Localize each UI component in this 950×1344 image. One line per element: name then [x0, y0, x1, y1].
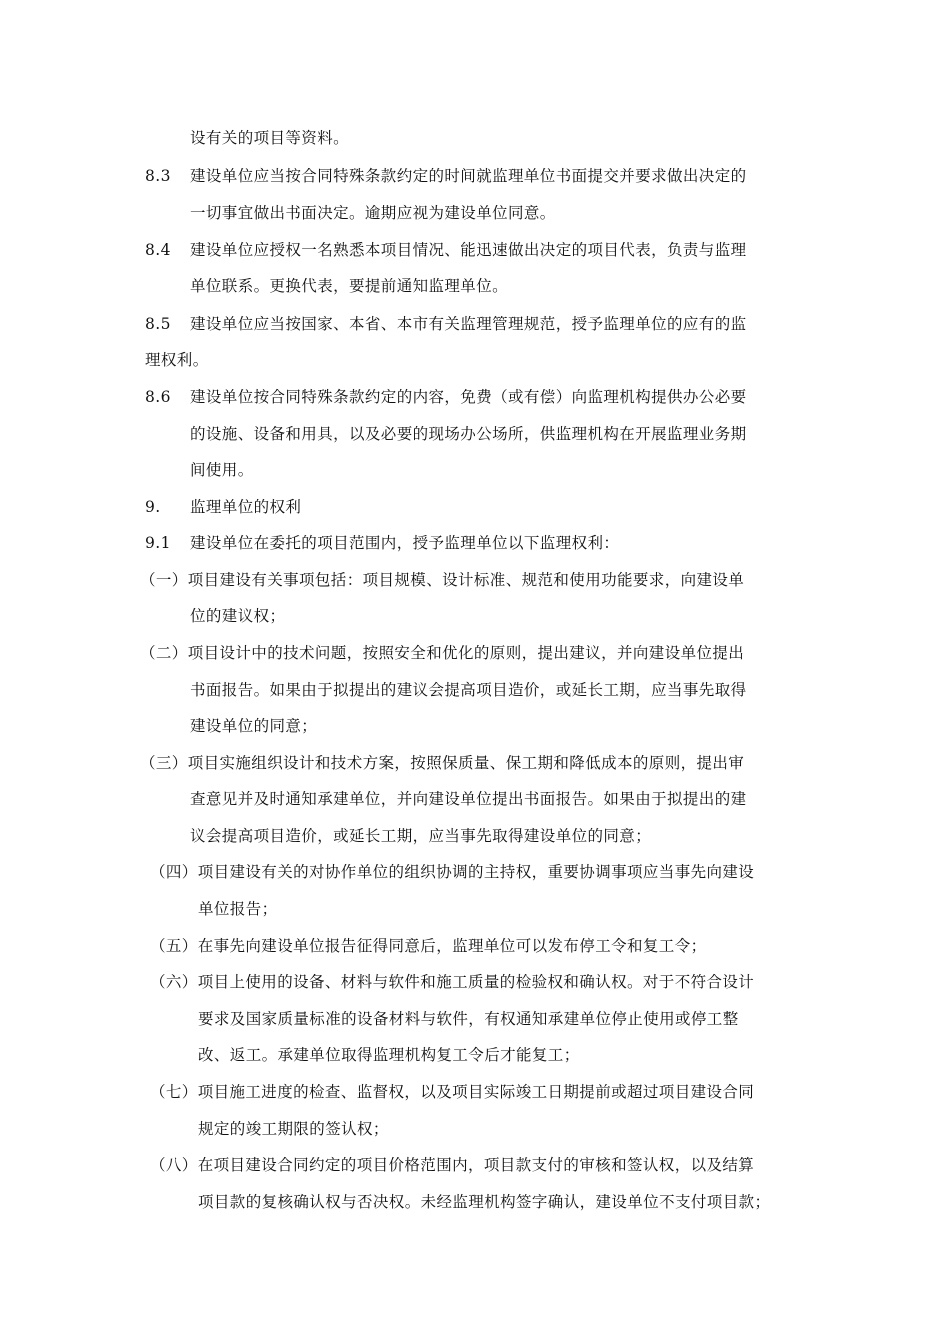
list-item-line: （八）在项目建设合同约定的项目价格范围内，项目款支付的审核和签认权，以及结算	[150, 1156, 755, 1174]
text-line: 改、返工。承建单位取得监理机构复工令后才能复工；	[198, 1046, 580, 1064]
clause-number: 9.1	[145, 534, 171, 552]
clause-number: 8.3	[145, 167, 171, 185]
text-line: 间使用。	[190, 461, 254, 479]
text-line: 建设单位应当按国家、本省、本市有关监理管理规范，授予监理单位的应有的监	[190, 315, 747, 333]
list-item-line: （三）项目实施组织设计和技术方案，按照保质量、保工期和降低成本的原则，提出审	[140, 754, 745, 772]
list-item-line: （一）项目建设有关事项包括：项目规模、设计标准、规范和使用功能要求，向建设单	[140, 571, 745, 589]
list-item-line: （六）项目上使用的设备、材料与软件和施工质量的检验权和确认权。对于不符合设计	[150, 973, 755, 991]
text-line: 查意见并及时通知承建单位，并向建设单位提出书面报告。如果由于拟提出的建	[190, 790, 747, 808]
clause-number: 8.5	[145, 315, 171, 333]
section-number: 9.	[145, 498, 161, 516]
clause-number: 8.6	[145, 388, 171, 406]
text-line: 的设施、设备和用具，以及必要的现场办公场所，供监理机构在开展监理业务期	[190, 425, 747, 443]
text-line: 建设单位按合同特殊条款约定的内容，免费（或有偿）向监理机构提供办公必要	[190, 388, 747, 406]
text-line: 设有关的项目等资料。	[190, 129, 350, 147]
text-line: 规定的竣工期限的签认权；	[198, 1120, 389, 1138]
text-line: 单位报告；	[198, 900, 278, 918]
text-line: 一切事宜做出书面决定。逾期应视为建设单位同意。	[190, 204, 556, 222]
text-line: 要求及国家质量标准的设备材料与软件，有权通知承建单位停止使用或停工整	[198, 1010, 739, 1028]
list-item-line: （二）项目设计中的技术问题，按照安全和优化的原则，提出建议，并向建设单位提出	[140, 644, 745, 662]
text-line: 单位联系。更换代表，要提前通知监理单位。	[190, 277, 509, 295]
section-heading: 监理单位的权利	[190, 498, 302, 516]
text-line: 建设单位应授权一名熟悉本项目情况、能迅速做出决定的项目代表，负责与监理	[190, 241, 747, 259]
clause-number: 8.4	[145, 241, 171, 259]
text-line: 理权利。	[145, 351, 209, 369]
text-line: 位的建议权；	[190, 607, 286, 625]
text-line: 建设单位的同意；	[190, 717, 318, 735]
text-line: 建设单位应当按合同特殊条款约定的时间就监理单位书面提交并要求做出决定的	[190, 167, 747, 185]
text-line: 项目款的复核确认权与否决权。未经监理机构签字确认，建设单位不支付项目款；	[198, 1193, 771, 1211]
text-line: 书面报告。如果由于拟提出的建议会提高项目造价，或延长工期，应当事先取得	[190, 681, 747, 699]
text-line: 建设单位在委托的项目范围内，授予监理单位以下监理权利：	[190, 534, 620, 552]
list-item-line: （四）项目建设有关的对协作单位的组织协调的主持权，重要协调事项应当事先向建设	[150, 863, 755, 881]
list-item-line: （七）项目施工进度的检查、监督权，以及项目实际竣工日期提前或超过项目建设合同	[150, 1083, 755, 1101]
text-line: 议会提高项目造价，或延长工期，应当事先取得建设单位的同意；	[190, 827, 652, 845]
list-item-line: （五）在事先向建设单位报告征得同意后，监理单位可以发布停工令和复工令；	[150, 937, 707, 955]
